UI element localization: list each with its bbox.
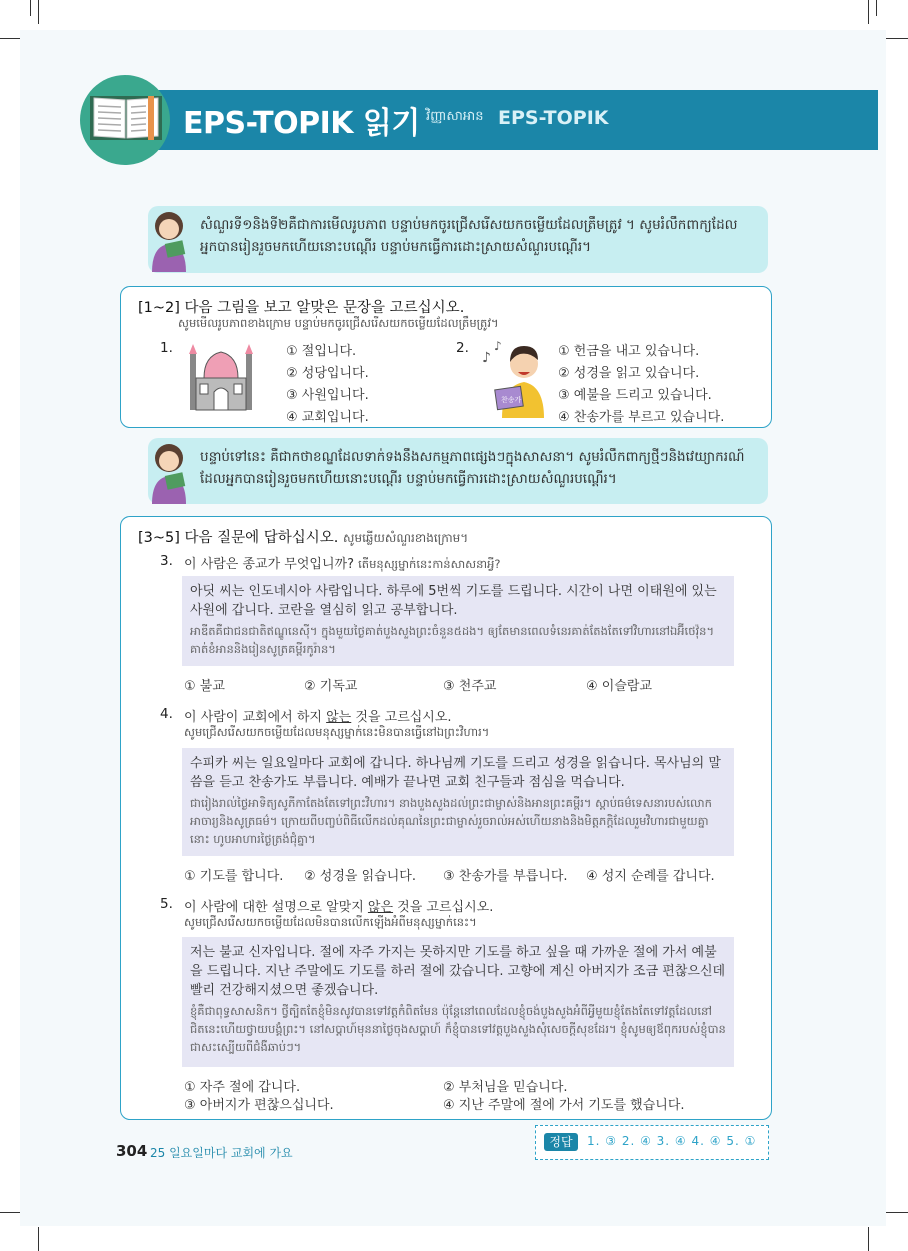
q4-question: [184, 706, 452, 725]
q3-question-km: តើមនុស្សម្នាក់នេះកាន់សាសនាអ្វី?: [358, 557, 501, 571]
q1-option-4[interactable]: ④ 교회입니다.: [286, 410, 369, 425]
q2-option-1[interactable]: ① 헌금을 내고 있습니다.: [558, 344, 700, 359]
q4-passage-text: 수피카 씨는 일요일마다 교회에 갑니다. 하나님께 기도를 드리고 성경을 읽습니다. 목사님의 말씀을 듣고 찬송가도 부릅니다. 예배가 끝나면 교회 친구들과 점심을 먹습니다.: [190, 756, 721, 790]
teacher-avatar-icon: [146, 202, 192, 272]
q1-option-3[interactable]: ③ 사원입니다.: [286, 388, 369, 403]
q4-question-post: 것을 고르십시오.: [351, 710, 452, 725]
section2-heading: [138, 526, 468, 548]
section1-heading: [1~2] 다음 그림을 보고 알맞은 문장을 고르십시오.: [138, 300, 465, 316]
q1-option-2[interactable]: ② 성당입니다.: [286, 366, 369, 381]
q2-option-2[interactable]: ② 성경을 읽고 있습니다.: [558, 366, 700, 381]
section1-heading-km: សូមមើលរូបភាពខាងក្រោម បន្ទាប់មកចូរជ្រើសរើសយកចម្លើយដែលត្រឹមត្រូវ។: [178, 316, 499, 330]
q3-question-text: 이 사람은 종교가 무엇입니까?: [184, 557, 354, 572]
instruction-bubble-1: [148, 206, 768, 273]
page-title: EPS-TOPIK 읽기: [183, 106, 420, 141]
q5-option-4[interactable]: ④ 지난 주말에 절에 가서 기도를 했습니다.: [443, 1098, 685, 1113]
q3-number: 3.: [160, 553, 173, 569]
q5-passage-km: ខ្ញុំគឺជាពុទ្ធសាសនិក។ ថ្វីត្បិតតែខ្ញុំមិនសូវបានទៅវត្តកំពិតមែន ប៉ុន្តែនៅពេលដែលខ្ញុំចង់បួងសួងអំពីអ្វីមួយខ្ញុំតែងតែទៅវត្តដែលនៅជិតនេះហើយថ្វាយបង្គំព្រះ។ នៅសប្ដាហ៍មុននាថ្ងៃចុងសប្ដាហ៍ ក៏ខ្ញុំបានទៅវត្តបួងសួងសុំសេចក្ដីសុខដែរ។ ខ្ញុំសូមឲ្យឪពុករបស់ខ្ញុំបានជាសះស្បើយពីជំងឺឆាប់ៗ។: [190, 1004, 726, 1054]
q5-question-km: សូមជ្រើសរើសយកចម្លើយដែលមិនបានលើកឡើងអំពីមនុស្សម្នាក់នេះ។: [184, 915, 477, 929]
q2-option-4[interactable]: ④ 찬송가를 부르고 있습니다.: [558, 410, 725, 425]
q1-number: 1.: [160, 340, 173, 356]
q4-passage-km: ជារៀងរាល់ថ្ងៃអាទិត្យសូភីកាតែងតែទៅព្រះវិហារ។ នាងបួងសួងដល់ព្រះជាម្ចាស់និងអានព្រះគម្ពីរ។ ស្ដាប់ធម៌ទេសនារបស់លោកអាចារ្យនិងសូត្រធម៌។ ក្រោយពីបញ្ចប់ពិធីលើកដល់គុណនៃព្រះជាម្ចាស់រួចរាល់អស់ហើយនាងនិងមិត្តភក្ដិដែលរួមវិហារជាមួយគ្នានោះ ហូបអាហារថ្ងៃត្រង់ជុំគ្នា។: [190, 796, 712, 846]
answer-label-badge: 정답: [544, 1133, 578, 1151]
q3-option-4[interactable]: ④ 이슬람교: [586, 679, 653, 694]
q5-number: 5.: [160, 896, 173, 912]
q4-question-km: សូមជ្រើសរើសយកចម្លើយដែលមនុស្សម្នាក់នេះមិនបានធ្វើនៅឯព្រះវិហារ។: [184, 725, 490, 739]
teacher-avatar-icon: [146, 434, 192, 504]
singing-man-illustration: [480, 336, 550, 418]
svg-text:♪: ♪: [494, 339, 502, 353]
q5-question-underlined: 않은: [367, 900, 394, 915]
instruction-bubble-2: [148, 438, 768, 504]
q5-option-3[interactable]: ③ 아버지가 편찮으십니다.: [184, 1098, 334, 1113]
q3-option-3[interactable]: ③ 천주교: [443, 679, 497, 694]
q5-passage-text: 저는 불교 신자입니다. 절에 자주 가지는 못하지만 기도를 하고 싶을 때 가까운 절에 가서 예불을 드립니다. 지난 주말에도 기도를 하러 절에 갔습니다. 고향에 계신 아버지가 조금 편찮으신데 빨리 건강해지셨으면 좋겠습니다.: [190, 945, 726, 998]
q5-question: [184, 896, 493, 915]
q4-number: 4.: [160, 706, 173, 722]
q3-option-1[interactable]: ① 불교: [184, 679, 225, 694]
q4-question-underlined: 않는: [326, 710, 352, 725]
page-subtitle: EPS-TOPIK: [498, 107, 609, 129]
q5-passage: [182, 937, 734, 1067]
q5-question-pre: 이 사람에 대한 설명으로 알맞지: [184, 900, 368, 915]
page-number: 304: [116, 1142, 148, 1160]
q3-option-2[interactable]: ② 기독교: [304, 679, 358, 694]
q3-passage-text: 아딧 씨는 인도네시아 사람입니다. 하루에 5번씩 기도를 드립니다. 시간이 나면 이태원에 있는 사원에 갑니다. 코란을 열심히 읽고 공부합니다.: [190, 584, 717, 618]
section2-heading-km: សូមឆ្លើយសំណួរខាងក្រោម។: [343, 531, 469, 545]
open-book-icon: [88, 92, 164, 144]
page-subtitle-km: វិញ្ញាសាអាន: [426, 109, 484, 124]
q3-passage-km: អាឌីតគឺជាជនជាតិឥណ្ឌូនេស៊ី។ ក្នុងមួយថ្ងៃគាត់បួងសួងព្រះចំនួន៥ដង។ ឲ្យតែមានពេលទំនេរគាត់តែងតែទៅវិហារនៅឯអ៊ីថេវ៉ុន។ គាត់ខំអាននិងរៀនសូត្រគម្ពីរកូរ៉ាន។: [190, 624, 715, 656]
q5-option-2[interactable]: ② 부처님을 믿습니다.: [443, 1080, 568, 1095]
q4-question-pre: 이 사람이 교회에서 하지: [184, 710, 327, 725]
q2-number: 2.: [456, 340, 469, 356]
instruction-text-1: សំណួរទី១និងទី២គឺជាការមើលរូបភាព បន្ទាប់មកចូរជ្រើសរើសយកចម្លើយដែលត្រឹមត្រូវ ។ សូមរំលឹកពាក្យដែលអ្នកបានរៀនរួចមកហើយនោះបណ្ដើរ បន្ទាប់មកធ្វើការដោះស្រាយសំណួរបណ្ដើរ។: [200, 217, 738, 255]
mosque-illustration: [186, 342, 256, 414]
hymnbook-label: 찬송가: [501, 396, 522, 404]
instruction-text-2: បន្ទាប់ទៅនេះ គឺជាកថាខណ្ឌដែលទាក់ទងនឹងសកម្មភាពផ្សេងៗក្នុងសាសនា។ សូមរំលឹកពាក្យថ្មីៗនិងវេយ្យាករណ៍ដែលអ្នកបានរៀនរួចមកហើយនោះបណ្ដើរ បន្ទាប់មកធ្វើការដោះស្រាយសំណួរបណ្ដើរ។: [200, 449, 745, 487]
q3-question: [184, 553, 500, 574]
q4-option-1[interactable]: ① 기도를 합니다.: [184, 869, 284, 884]
q2-option-3[interactable]: ③ 예불을 드리고 있습니다.: [558, 388, 712, 403]
q4-option-4[interactable]: ④ 성지 순례를 갑니다.: [586, 869, 715, 884]
section2-heading-text: [3~5] 다음 질문에 답하십시오.: [138, 530, 339, 546]
q1-option-1[interactable]: ① 절입니다.: [286, 344, 357, 359]
answer-key-text: 1. ③ 2. ④ 3. ④ 4. ④ 5. ①: [587, 1134, 757, 1148]
q4-option-2[interactable]: ② 성경을 읽습니다.: [304, 869, 416, 884]
svg-text:♪: ♪: [482, 350, 491, 366]
q3-passage: [182, 576, 734, 666]
q5-option-1[interactable]: ① 자주 절에 갑니다.: [184, 1080, 301, 1095]
lesson-title: 25 일요일마다 교회에 가요: [150, 1146, 293, 1160]
q5-question-post: 것을 고르십시오.: [393, 900, 494, 915]
q4-option-3[interactable]: ③ 찬송가를 부릅니다.: [443, 869, 568, 884]
q4-passage: [182, 748, 734, 856]
